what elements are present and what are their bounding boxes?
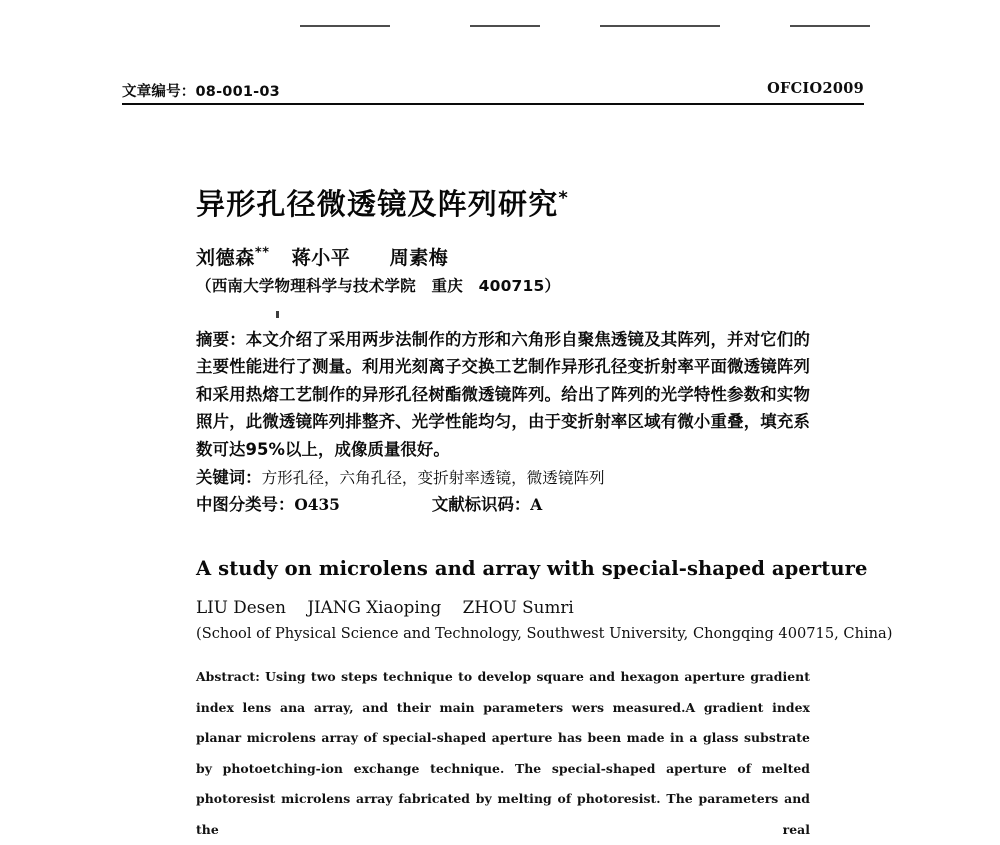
scan-noise xyxy=(470,25,540,27)
title-footnote-marker: * xyxy=(558,187,570,209)
affiliation-chinese: （西南大学物理科学与技术学院 重庆 400715） xyxy=(196,277,561,295)
author-footnote-marker: ** xyxy=(254,245,270,261)
scan-noise xyxy=(300,25,390,27)
article-number: 文章编号：08-001-03 xyxy=(122,84,280,100)
document-code-label: 文献标识码： xyxy=(431,495,531,514)
journal-code: OFCIO2009 xyxy=(767,80,864,97)
scan-noise xyxy=(790,25,870,27)
authors-chinese xyxy=(196,243,448,270)
keywords-values: 方形孔径，六角孔径，变折射率透镜，微透镜阵列 xyxy=(261,469,605,487)
classification-row xyxy=(196,491,542,515)
keywords-label: 关键词： xyxy=(196,468,262,487)
keywords-chinese xyxy=(196,464,605,492)
abstract-body-english: Using two steps technique to develop square and hexagon aperture gradient index lens ana array, and their main parameters wers measured.A gradient index planar microlens array of special-shaped aperture has been made in a glass substrate by photoetching-ion exchange technique. The special-shaped aperture of melted photoresist microlens array fabricated by melting of photoresist. The parameters and the real xyxy=(196,669,810,837)
clc-label: 中图分类号： xyxy=(196,495,295,514)
authors-english: LIU Desen JIANG Xiaoping ZHOU Sumri xyxy=(196,597,574,617)
page-title-chinese xyxy=(196,182,569,223)
abstract-english xyxy=(196,662,810,845)
title-text: 异形孔径微透镜及阵列研究 xyxy=(196,187,559,222)
clc-value: O435 xyxy=(294,496,340,514)
page-title-english: A study on microlens and array with special-shaped aperture xyxy=(196,557,868,581)
abstract-label-chinese: 摘要： xyxy=(196,330,246,349)
authors-secondary: 蒋小平 周素梅 xyxy=(291,247,449,269)
document-code-value: A xyxy=(530,496,543,514)
author-primary: 刘德森 xyxy=(196,247,255,269)
abstract-body-chinese: 本文介绍了采用两步法制作的方形和六角形自聚焦透镜及其阵列，并对它们的主要性能进行了测量。利用光刻离子交换工艺制作异形孔径变折射率平面微透镜阵列和采用热熔工艺制作的异形孔径树酯微透镜阵列。给出了阵列的光学特性参数和实物照片，此微透镜阵列排整齐、光学性能均匀，由于变折射率区域有微小重叠，填充系数可达95%以上，成像质量很好。 xyxy=(196,330,810,459)
scan-speck xyxy=(276,311,279,318)
abstract-label-english: Abstract: xyxy=(196,669,260,684)
running-head xyxy=(122,80,864,106)
header-divider xyxy=(122,103,864,105)
abstract-chinese xyxy=(196,326,810,463)
scan-noise xyxy=(600,25,720,27)
affiliation-english: (School of Physical Science and Technology, Southwest University, Chongqing 400715, China) xyxy=(196,625,893,642)
